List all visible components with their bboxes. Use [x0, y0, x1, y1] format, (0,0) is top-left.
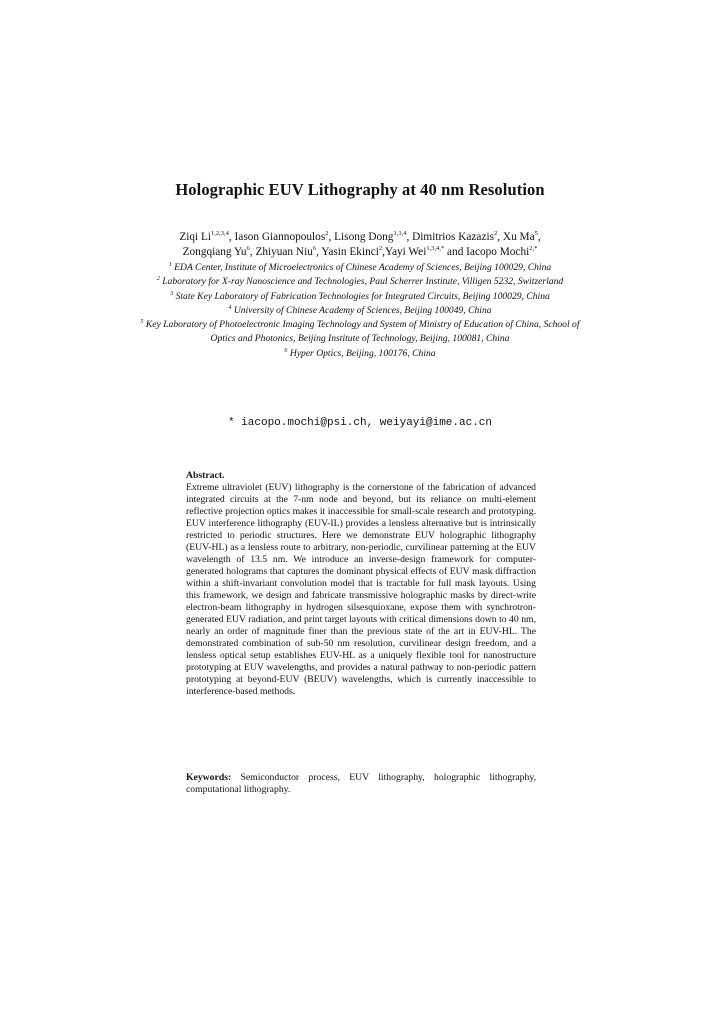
- affiliation-text: University of Chinese Academy of Sciences, Beijing 100049, China: [231, 304, 492, 316]
- author-name: Ziqi Li: [179, 231, 212, 243]
- author-affiliation-marker: 2: [378, 245, 383, 253]
- author-name: Zhiyuan Niu: [255, 246, 313, 258]
- author-name: Lisong Dong: [334, 231, 394, 243]
- affiliation-text: State Key Laboratory of Fabrication Technologies for Integrated Circuits, Beijing 100029, China: [173, 290, 550, 302]
- author-line-2: [150, 245, 570, 260]
- author-affiliation-marker: 5: [534, 230, 538, 238]
- author-separator: ,: [537, 231, 541, 243]
- author-separator: ,: [228, 231, 235, 243]
- author-name: Dimitrios Kazazis: [412, 231, 494, 243]
- affiliation-text: Laboratory for X-ray Nanoscience and Technologies, Paul Scherrer Institute, Villigen 5232, Switzerland: [159, 276, 564, 288]
- affiliation-3: [130, 290, 590, 304]
- affiliation-text: Key Laboratory of Photoelectronic Imaging Technology and System of Ministry of Education of China, School of Optics and Photonics, Beijing Institute of Technology, Beijing, 100081, China: [143, 319, 580, 345]
- affiliation-2: [130, 275, 590, 289]
- abstract-body: Extreme ultraviolet (EUV) lithography is the cornerstone of the fabrication of advanced integrated circuits at the 7-nm node and beyond, but its reliance on multi-element reflective projection optics makes it inaccessible for small-scale research and prototyping. EUV interference lithography (EUV-IL) provides a lensless alternative but is intrinsically restricted to periodic structures. Here we demonstrate EUV holographic lithography (EUV-HL) as a lensless route to arbitrary, non-periodic, curvilinear patterning at the EUV wavelength of 13.5 nm. We introduce an inverse-design framework for computer-generated holograms that captures the dominant physical effects of EUV mask diffraction within a shift-invariant convolution model that is tractable for full mask layouts. Using this framework, we design and fabricate transmissive holographic masks by direct-write electron-beam lithography in hydrogen silsesquioxane, expose them with synchrotron-generated EUV radiation, and print target layouts with critical dimensions down to 40 nm, nearly an order of magnitude finer than the previous state of the art in EUV-HL. The demonstrated combination of sub-50 nm resolution, curvilinear design freedom, and a lensless optical setup establishes EUV-HL as a uniquely flexible tool for nanostructure prototyping at EUV wavelengths, and provides a natural pathway to non-periodic pattern prototyping at beyond-EUV (BEUV) wavelengths, which is currently inaccessible to interference-based methods.: [186, 481, 536, 697]
- abstract-section: [186, 470, 536, 698]
- author-affiliation-marker: 1,3,4,*: [426, 245, 445, 253]
- author-separator: ,: [406, 231, 413, 243]
- keywords-label: Keywords:: [186, 772, 232, 783]
- affiliation-marker: 1: [168, 261, 172, 268]
- author-affiliation-marker: 2: [494, 230, 498, 238]
- author-name: Iason Giannopoulos: [234, 231, 326, 243]
- paper-title: Holographic EUV Lithography at 40 nm Resolution: [175, 180, 545, 199]
- affiliation-marker: 2: [156, 276, 160, 283]
- author-affiliation-marker: 2: [325, 230, 329, 238]
- affiliation-text: Hyper Optics, Beijing, 100176, China: [287, 347, 436, 359]
- abstract-heading: Abstract.: [186, 470, 225, 481]
- affiliation-marker: 4: [228, 304, 232, 311]
- author-separator: ,: [497, 231, 503, 243]
- author-separator: ,: [249, 246, 256, 258]
- author-separator: and: [444, 246, 467, 258]
- author-separator: ,: [328, 231, 335, 243]
- author-name: Zongqiang Yu: [182, 246, 247, 258]
- author-affiliation-marker: 1,2,3,4: [211, 230, 229, 238]
- affiliation-list: [130, 261, 590, 361]
- author-name: Yayi Wei: [384, 246, 427, 258]
- keywords-section: [186, 772, 536, 796]
- keywords-text: Semiconductor process, EUV lithography, holographic lithography, computational lithography.: [186, 772, 536, 795]
- author-affiliation-marker: 6: [246, 245, 250, 253]
- affiliation-marker: 6: [284, 347, 288, 354]
- author-line-1: [150, 230, 570, 245]
- author-name: Iacopo Mochi: [466, 246, 530, 258]
- author-name: Yasin Ekinci: [321, 246, 379, 258]
- author-list: [150, 230, 570, 260]
- author-affiliation-marker: 1,3,4: [393, 230, 407, 238]
- affiliation-text: EDA Center, Institute of Microelectronics of Chinese Academy of Sciences, Beijing 100029, China: [171, 262, 552, 273]
- affiliation-marker: 3: [170, 290, 174, 297]
- author-separator: ,: [316, 246, 322, 258]
- affiliation-4: [130, 304, 590, 318]
- author-separator: ,: [382, 246, 385, 258]
- affiliation-6: [130, 347, 590, 361]
- affiliation-5: [130, 318, 590, 347]
- affiliation-marker: 5: [140, 319, 144, 325]
- author-affiliation-marker: 2,*: [529, 245, 538, 253]
- author-name: Xu Ma: [502, 231, 535, 243]
- affiliation-1: [130, 261, 590, 275]
- corresponding-email[interactable]: * iacopo.mochi@psi.ch, weiyayi@ime.ac.cn: [227, 417, 493, 429]
- author-affiliation-marker: 6: [312, 245, 317, 253]
